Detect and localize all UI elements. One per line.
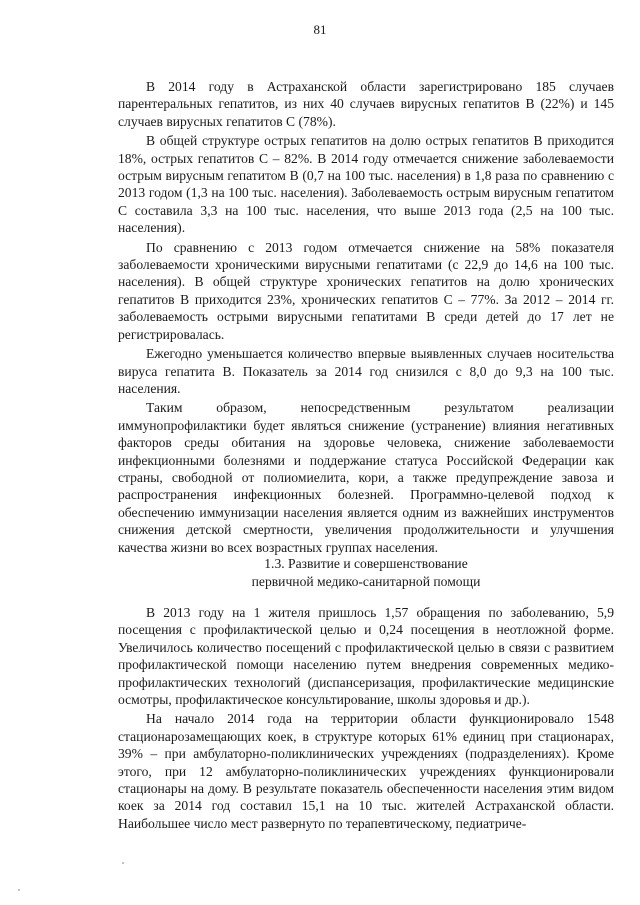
- paragraph: На начало 2014 года на территории области функционировало 1548 стационарозамещающих коек, в структуре которых 61% единиц при стационарах, 39% – при амбулаторно-поликлинических учреждениях (подразделениях). Кроме этого, при 12 амбулаторно-поликлинических учреждениях функционировали стационары на дому. В результате показатель обеспеченности населения этим видом коек за 2014 год составил 15,1 на 10 тыс. жителей Астраханской области. Наибольшее число мест развернуто по терапевтическому, педиатриче-: [118, 711, 614, 831]
- paragraph: В 2014 году в Астраханской области зарегистрировано 185 случаев парентеральных гепатитов, из них 40 случаев вирусных гепатитов В (22%) и 145 случаев вирусных гепатитов С (78%).: [118, 79, 614, 129]
- text-block-bottom: [118, 604, 614, 832]
- text-block-top: [118, 78, 614, 556]
- paragraph: По сравнению с 2013 годом отмечается снижение на 58% показателя заболеваемости хроническими вирусными гепатитами (с 22,9 до 14,6 на 100 тыс. населения). В общей структуре хронических гепатитов на долю хронических гепатитов В приходится 23%, хронических гепатитов С – 77%. За 2012 – 2014 гг. заболеваемость острыми вирусными гепатитами В среди детей до 17 лет не регистрировалась.: [118, 239, 614, 342]
- section-heading-line: 1.3. Развитие и совершенствование: [264, 556, 468, 571]
- paragraph: Таким образом, непосредственным результатом реализации иммунопрофилактики будет являться снижение (устранение) влияния негативных факторов среды обитания на здоровье человека, снижение заболеваемости инфекционными болезнями и поддержание статуса Российской Федерации как страны, свободной от полиомиелита, кори, а также предупреждение завоза и распространения инфекционных болезней. Программно-целевой подход к обеспечению иммунизации населения является одним из важнейших инструментов снижения детской смертности, увеличения продолжительности и улучшения качества жизни во всех возрастных группах населения.: [118, 400, 614, 555]
- section-heading: [118, 555, 614, 591]
- paragraph: В общей структуре острых гепатитов на долю острых гепатитов В приходится 18%, острых гепатитов С – 82%. В 2014 году отмечается снижение заболеваемости острым вирусным гепатитом В (0,7 на 100 тыс. населения) в 1,8 раза по сравнению с 2013 годом (1,3 на 100 тыс. населения). Заболеваемость острым вирусным гепатитом С составила 3,3 на 100 тыс. населения, что выше 2013 года (2,5 на 100 тыс. населения).: [118, 133, 614, 236]
- scan-speck: [18, 889, 20, 891]
- section-heading-line: первичной медико-санитарной помощи: [251, 574, 481, 589]
- page-number: 81: [313, 22, 327, 37]
- paragraph: Ежегодно уменьшается количество впервые выявленных случаев носительства вируса гепатита В. Показатель за 2014 год снизился с 8,0 до 9,3 на 100 тыс. населения.: [118, 346, 614, 396]
- paragraph: В 2013 году на 1 жителя пришлось 1,57 обращения по заболеванию, 5,9 посещения с профилактической целью и 0,24 посещения в неотложной форме. Увеличилось количество посещений с профилактической целью в связи с развитием профилактической помощи населению путем внедрения современных медико-профилактических технологий (диспансеризация, профилактические медицинские осмотры, профилактическое консультирование, школы здоровья и др.).: [118, 605, 614, 708]
- scan-speck: [122, 862, 124, 864]
